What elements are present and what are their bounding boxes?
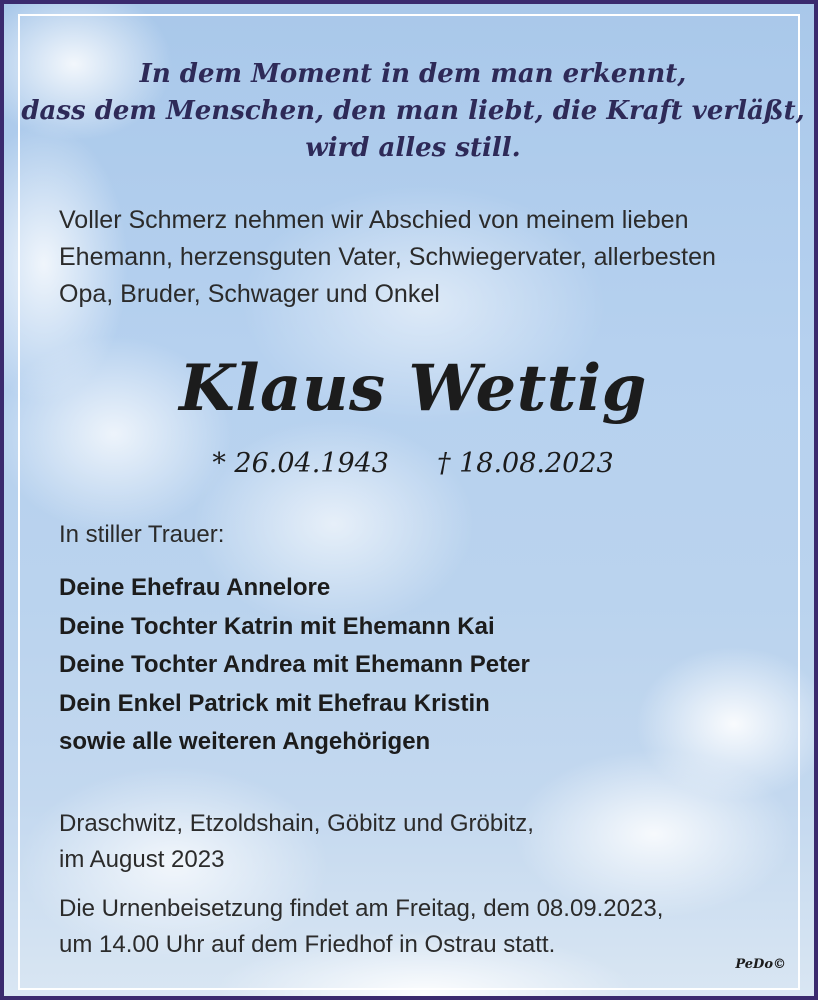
list-item: Dein Enkel Patrick mit Ehefrau Kristin (59, 689, 490, 717)
intro-line: Opa, Bruder, Schwager und Onkel (59, 280, 440, 308)
list-item: sowie alle weiteren Angehörigen (59, 728, 431, 755)
list-item: Deine Ehefrau Annelore (59, 574, 331, 601)
list-item: Deine Tochter Andrea mit Ehemann Peter (59, 651, 530, 678)
funeral-line: Die Urnenbeisetzung findet am Freitag, dem 08.09.2023, (59, 895, 664, 922)
place-line: Draschwitz, Etzoldshain, Göbitz und Gröbitz, (59, 810, 534, 837)
quote-line: In dem Moment in dem man erkennt, (139, 59, 687, 89)
quote-line: dass dem Menschen, den man liebt, die Kraft verläßt, (21, 96, 805, 126)
intro-text (59, 202, 716, 313)
intro-line: Voller Schmerz nehmen wir Abschied von meinem lieben (59, 206, 689, 234)
quote-line: wird alles still. (305, 133, 521, 163)
mourners-list (59, 569, 530, 762)
birth-date: * 26.04.1943 (212, 448, 389, 479)
place-line: im August 2023 (59, 846, 225, 873)
deceased-name: Klaus Wettig (179, 351, 647, 426)
life-dates (4, 444, 818, 484)
funeral-line: um 14.00 Uhr auf dem Friedhof in Ostrau statt. (59, 931, 556, 958)
funeral-notice (59, 891, 663, 963)
intro-line: Ehemann, herzensguten Vater, Schwiegervater, allerbesten (59, 243, 716, 271)
list-item: Deine Tochter Katrin mit Ehemann Kai (59, 612, 495, 640)
signature: PeDo© (735, 957, 786, 972)
death-date: † 18.08.2023 (437, 448, 614, 479)
mourning-label: In stiller Trauer: (59, 521, 225, 548)
memorial-quote (4, 56, 818, 167)
place-and-date (59, 806, 534, 878)
